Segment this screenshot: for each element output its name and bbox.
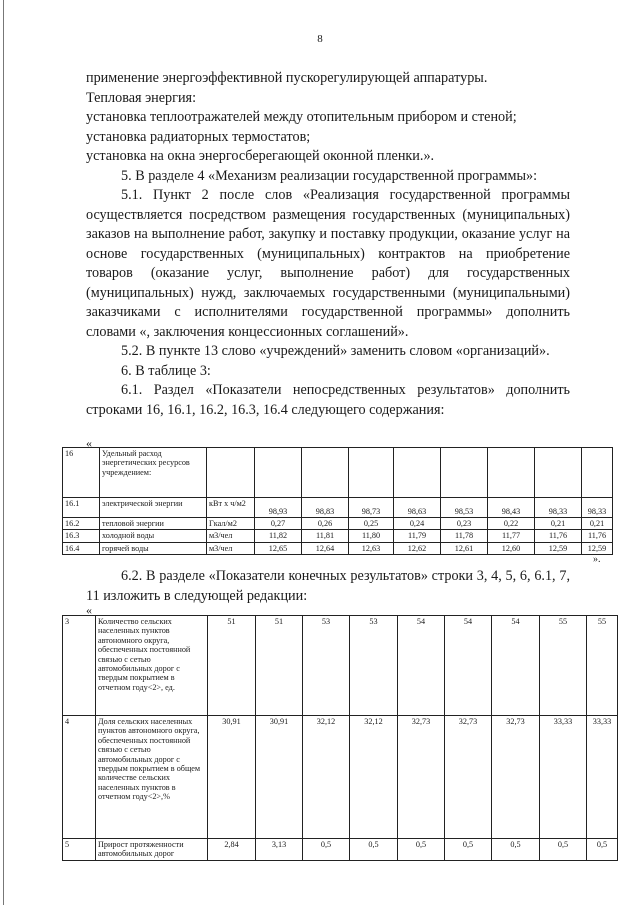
unit-cell <box>207 448 255 498</box>
value-cell: 53 <box>303 616 350 716</box>
value-cell: 0,5 <box>445 839 492 861</box>
paragraph: установка радиаторных термостатов; <box>86 128 311 145</box>
value-cell: 33,33 <box>587 716 618 839</box>
value-cell: 98,73 <box>349 498 394 518</box>
table-final-results <box>62 615 618 861</box>
value-cell <box>302 448 349 498</box>
value-cell: 0,25 <box>349 518 394 530</box>
table-row <box>63 530 613 542</box>
row-number-cell: 3 <box>63 616 96 716</box>
unit-cell: кВт х ч/м2 <box>207 498 255 518</box>
page-number: 8 <box>317 33 323 45</box>
row-number-cell: 16.1 <box>63 498 100 518</box>
value-cell: 0,21 <box>535 518 582 530</box>
indicator-name-cell: электрической энергии <box>100 498 207 518</box>
paragraph: 6.1. Раздел «Показатели непосредственных результатов» дополнить строками 16, 16.1, 16.2, 16.3, 16.4 следующего содержания: <box>86 382 570 418</box>
value-cell: 51 <box>208 616 256 716</box>
table-row <box>63 716 618 839</box>
paragraph: 5.2. В пункте 13 слово «учреждений» заменить словом «организаций». <box>121 343 550 359</box>
value-cell: 0,26 <box>302 518 349 530</box>
unit-cell: Гкал/м2 <box>207 518 255 530</box>
value-cell: 12,61 <box>441 542 488 554</box>
value-cell: 55 <box>587 616 618 716</box>
page-edge-line <box>3 0 4 905</box>
value-cell: 0,23 <box>441 518 488 530</box>
value-cell: 11,81 <box>302 530 349 542</box>
value-cell: 98,93 <box>255 498 302 518</box>
value-cell: 0,21 <box>582 518 613 530</box>
value-cell: 98,33 <box>535 498 582 518</box>
value-cell: 12,62 <box>394 542 441 554</box>
row-number-cell: 4 <box>63 716 96 839</box>
value-cell: 12,59 <box>535 542 582 554</box>
table-row <box>63 616 618 716</box>
row-number-cell: 5 <box>63 839 96 861</box>
row-number-cell: 16.4 <box>63 542 100 554</box>
table-row <box>63 839 618 861</box>
unit-cell: м3/чел <box>207 530 255 542</box>
quote-open-1: « <box>86 436 92 450</box>
paragraph: установка на окна энергосберегающей оконной пленки.». <box>86 148 435 164</box>
value-cell <box>582 448 613 498</box>
value-cell: 2,84 <box>208 839 256 861</box>
value-cell: 32,73 <box>445 716 492 839</box>
value-cell <box>441 448 488 498</box>
value-cell: 98,63 <box>394 498 441 518</box>
value-cell: 11,76 <box>535 530 582 542</box>
value-cell <box>255 448 302 498</box>
value-cell: 33,33 <box>540 716 587 839</box>
value-cell: 32,73 <box>398 716 445 839</box>
value-cell: 11,82 <box>255 530 302 542</box>
value-cell: 12,59 <box>582 542 613 554</box>
value-cell: 0,5 <box>350 839 398 861</box>
value-cell: 0,24 <box>394 518 441 530</box>
value-cell: 12,63 <box>349 542 394 554</box>
quote-close-1: ». <box>593 554 601 565</box>
paragraph: применение энергоэффективной пускорегулирующей аппаратуры. <box>86 70 488 86</box>
value-cell: 11,80 <box>349 530 394 542</box>
value-cell: 0,27 <box>255 518 302 530</box>
table-row <box>63 498 613 518</box>
value-cell: 54 <box>398 616 445 716</box>
value-cell: 53 <box>350 616 398 716</box>
value-cell: 32,12 <box>303 716 350 839</box>
value-cell: 12,65 <box>255 542 302 554</box>
value-cell: 0,5 <box>540 839 587 861</box>
row-number-cell: 16.2 <box>63 518 100 530</box>
indicator-name-cell: холодной воды <box>100 530 207 542</box>
value-cell: 11,77 <box>488 530 535 542</box>
value-cell: 98,43 <box>488 498 535 518</box>
value-cell <box>488 448 535 498</box>
paragraph: установка теплоотражателей между отопительным прибором и стеной; <box>86 109 517 125</box>
paragraph-6-2-block <box>86 567 570 606</box>
value-cell: 54 <box>492 616 540 716</box>
value-cell: 0,22 <box>488 518 535 530</box>
value-cell <box>394 448 441 498</box>
value-cell: 0,5 <box>587 839 618 861</box>
indicator-name-cell: Удельный расход энергетических ресурсов учреждением: <box>100 448 207 498</box>
value-cell: 3,13 <box>256 839 303 861</box>
table-row <box>63 542 613 554</box>
value-cell <box>349 448 394 498</box>
unit-cell: м3/чел <box>207 542 255 554</box>
value-cell: 11,76 <box>582 530 613 542</box>
value-cell: 12,60 <box>488 542 535 554</box>
indicator-name-cell: Количество сельских населенных пунктов автономного округа, обеспеченных постоянной связью с сетью автомобильных дорог с твердым покрытием в отчетном году<2>, ед. <box>96 616 208 716</box>
table-direct-results <box>62 447 613 555</box>
value-cell: 51 <box>256 616 303 716</box>
value-cell: 0,5 <box>398 839 445 861</box>
value-cell: 98,53 <box>441 498 488 518</box>
document-body <box>86 69 570 420</box>
value-cell: 30,91 <box>256 716 303 839</box>
value-cell: 98,33 <box>582 498 613 518</box>
indicator-name-cell: горячей воды <box>100 542 207 554</box>
value-cell <box>535 448 582 498</box>
paragraph-6-2: 6.2. В разделе «Показатели конечных результатов» строки 3, 4, 5, 6, 6.1, 7, 11 изложить в следующей редакции: <box>86 568 570 604</box>
indicator-name-cell: Прирост протяженности автомобильных дорог <box>96 839 208 861</box>
indicator-name-cell: Доля сельских населенных пунктов автономного округа, обеспеченных постоянной связью с сетью автомобильных дорог с твердым покрытием в общем количестве сельских населенных пунктов в отчетном году<2>,% <box>96 716 208 839</box>
indicator-name-cell: тепловой энергии <box>100 518 207 530</box>
quote-open-2: « <box>86 603 92 617</box>
row-number-cell: 16 <box>63 448 100 498</box>
table-row <box>63 448 613 498</box>
paragraph: Тепловая энергия: <box>86 89 197 106</box>
value-cell: 30,91 <box>208 716 256 839</box>
value-cell: 32,73 <box>492 716 540 839</box>
value-cell: 32,12 <box>350 716 398 839</box>
value-cell: 55 <box>540 616 587 716</box>
table-row <box>63 518 613 530</box>
paragraph: 5.1. Пункт 2 после слов «Реализация государственной программы осуществляется посредством размещения государственных (муниципальных) заказов на выполнение работ, закупку и поставку продукции, оказание услуг на основе государственных (муниципальных) контрактов на приобретение товаров (оказание услуг, выполнение работ) для государственных (муниципальных) нужд, заключаемых государственными (муниципальными) заказчиками с исполнителями государственной программы» дополнить словами «, заключения концессионных соглашений». <box>86 187 570 340</box>
row-number-cell: 16.3 <box>63 530 100 542</box>
value-cell: 0,5 <box>492 839 540 861</box>
value-cell: 98,83 <box>302 498 349 518</box>
paragraph: 5. В разделе 4 «Механизм реализации государственной программы»: <box>121 167 538 184</box>
paragraph: 6. В таблице 3: <box>121 362 211 379</box>
value-cell: 0,5 <box>303 839 350 861</box>
value-cell: 11,79 <box>394 530 441 542</box>
value-cell: 11,78 <box>441 530 488 542</box>
value-cell: 12,64 <box>302 542 349 554</box>
value-cell: 54 <box>445 616 492 716</box>
